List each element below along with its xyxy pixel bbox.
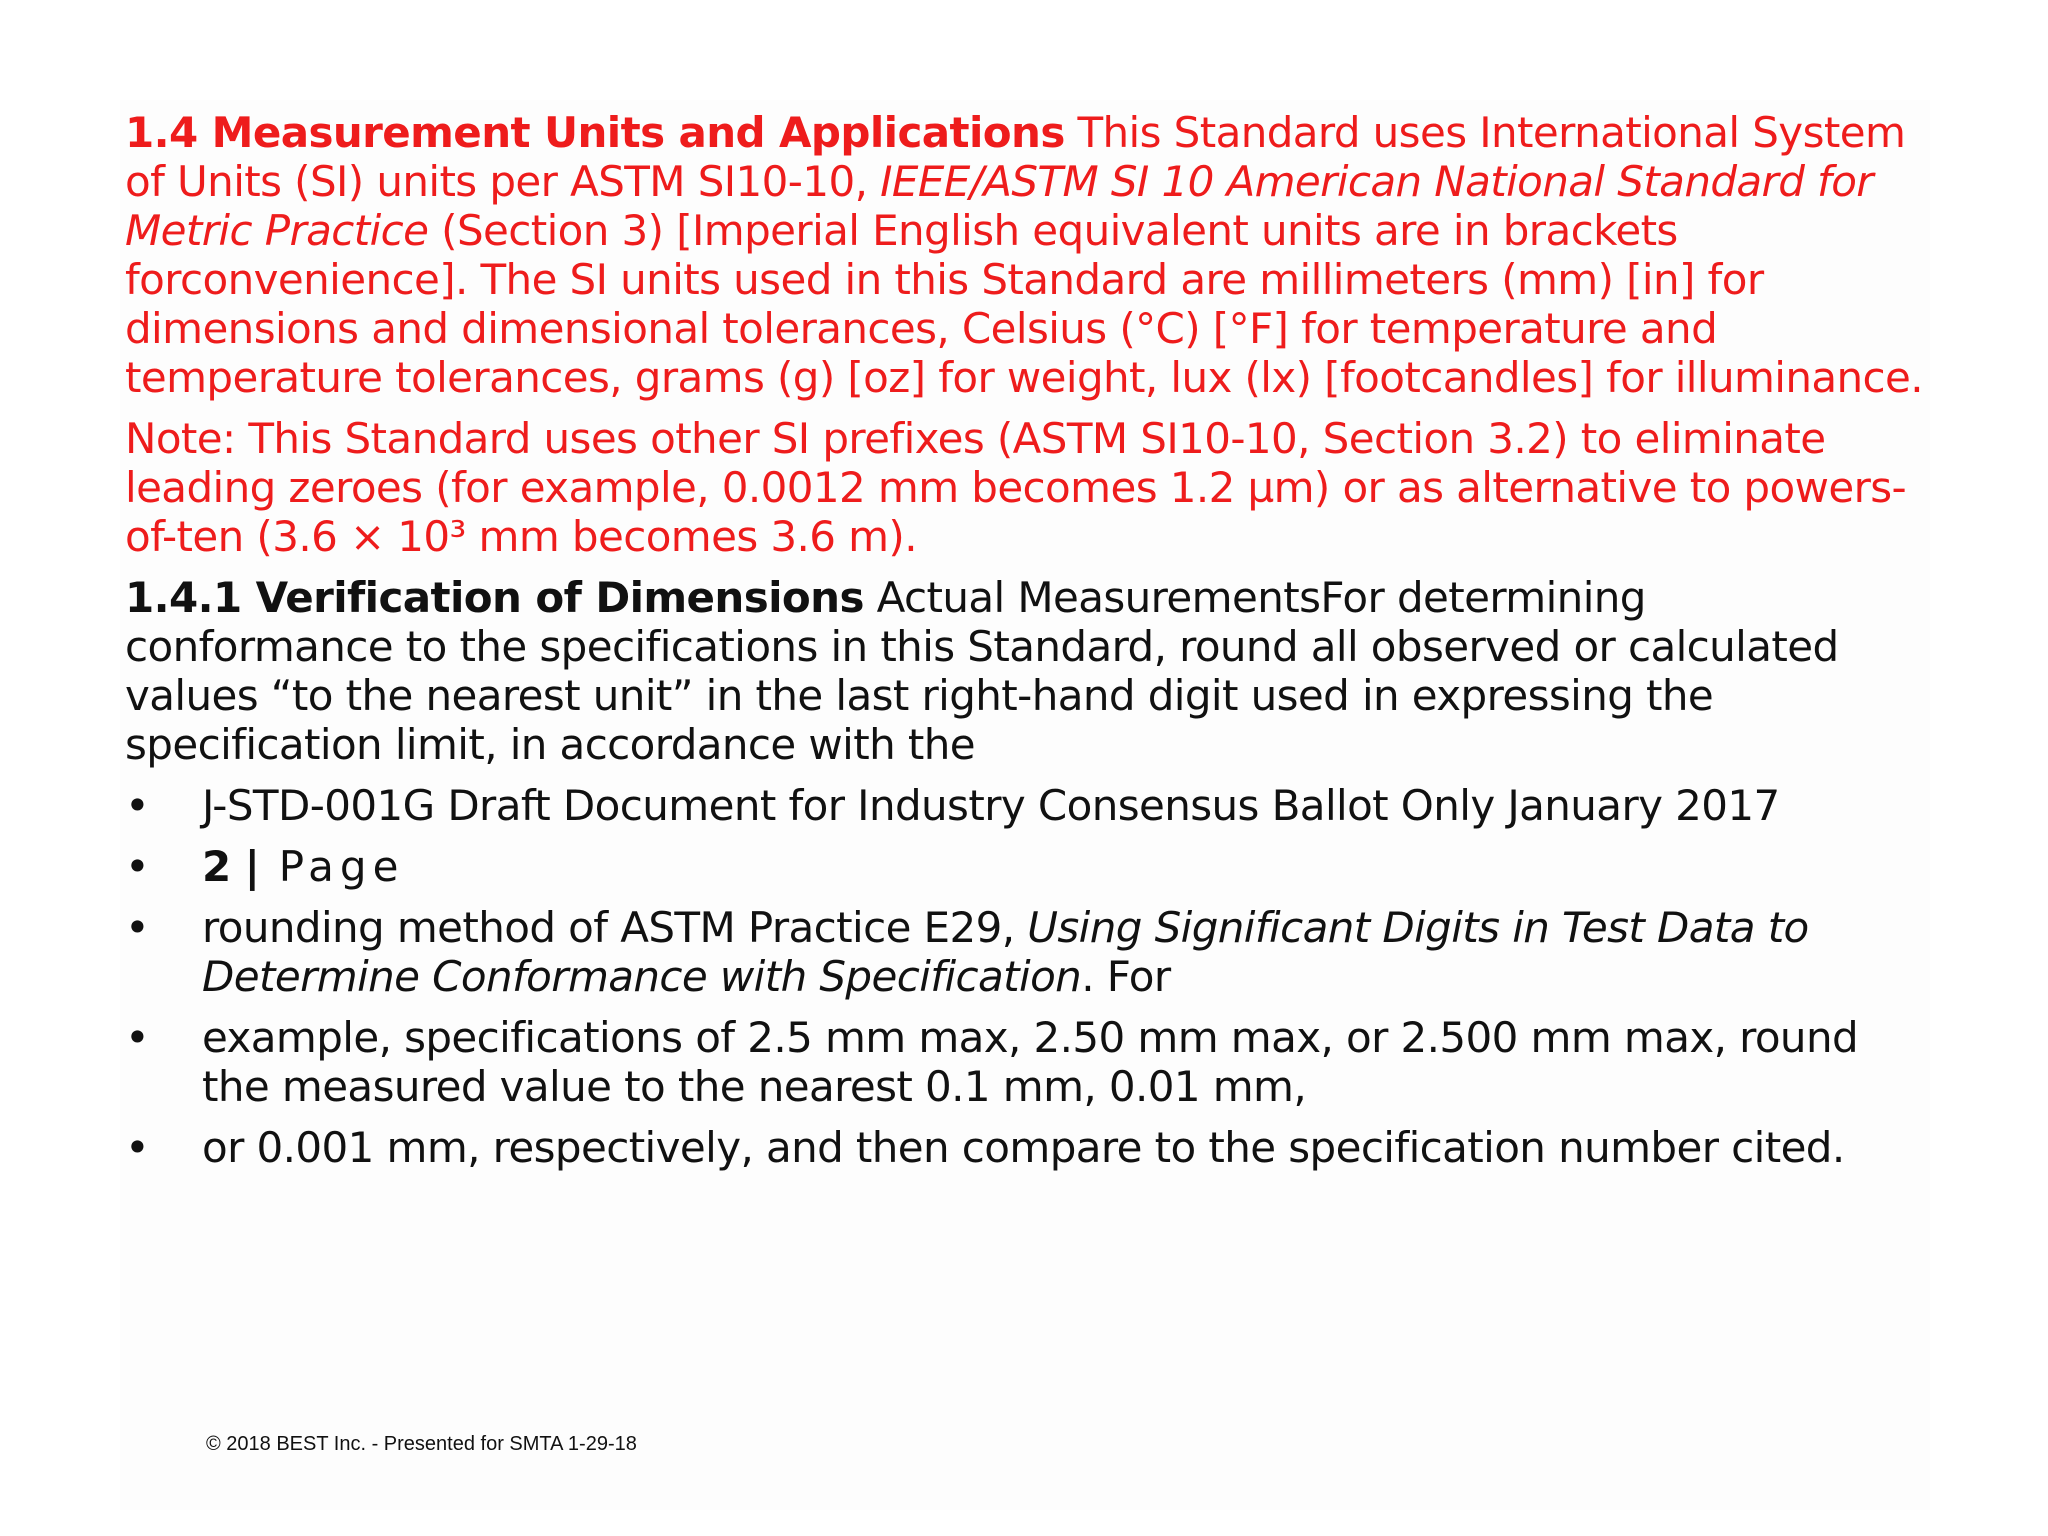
bullet-italic-title: Using Significant Digits in Test Data to Determine Conformance with Specification (202, 903, 1809, 1001)
bullet-icon: • (125, 1123, 150, 1172)
note-paragraph: Note: This Standard uses other SI prefixes (ASTM SI10-10, Section 3.2) to eliminate leading zeroes (for example, 0.0012 mm becomes 1.2 µm) or as alternative to powers-of-ten (3.6 × 10³ mm becomes 3.6 m). (125, 414, 1907, 561)
bullet-text-tail: . For (1081, 952, 1171, 1001)
bullet-text: or 0.001 mm, respectively, and then compare to the specification number cited. (202, 1123, 1845, 1172)
list-item (125, 842, 1925, 891)
bullet-list (125, 781, 1925, 1172)
bullet-icon: • (125, 1013, 150, 1062)
slide-body (125, 108, 1925, 1184)
page-number: 2 | (202, 842, 260, 891)
bullet-icon: • (125, 903, 150, 952)
section-1-4-paragraph (125, 108, 1925, 402)
bullet-text: example, specifications of 2.5 mm max, 2.50 mm max, or 2.500 mm max, round the measured value to the nearest 0.1 mm, 0.01 mm, (202, 1013, 1859, 1111)
bullet-icon: • (125, 781, 150, 830)
list-item (125, 1123, 1925, 1172)
list-item (125, 1013, 1925, 1111)
bullet-icon: • (125, 842, 150, 891)
section-1-4-1-text: Actual MeasurementsFor determining conformance to the specifications in this Standard, round all observed or calculated values “to the nearest unit” in the last right-hand digit used in expressing the specification limit, in accordance with the (125, 573, 1839, 769)
section-1-4-text-a: This Standard uses International System of Units (SI) units per ASTM SI10-10, (125, 108, 1906, 206)
section-1-4-1-heading: 1.4.1 Verification of Dimensions (125, 573, 864, 622)
section-1-4-text-b: (Section 3) [Imperial English equivalent units are in brackets forconvenience]. The SI units used in this Standard are millimeters (mm) [in] for dimensions and dimensional tolerances, Celsius (°C) [°F] for temperature and temperature tolerances, grams (g) [oz] for weight, lux (lx) [footcandles] for illuminance. (125, 206, 1923, 402)
list-item (125, 781, 1925, 830)
page-label: Page (259, 842, 405, 891)
list-item (125, 903, 1925, 1001)
section-1-4-heading: 1.4 Measurement Units and Applications (125, 108, 1065, 157)
section-1-4-italic-title: IEEE/ASTM SI 10 American National Standard for Metric Practice (125, 157, 1873, 255)
bullet-text: rounding method of ASTM Practice E29, (202, 903, 1028, 952)
footer-copyright: © 2018 BEST Inc. - Presented for SMTA 1-29-18 (206, 1433, 637, 1455)
section-1-4-1-paragraph (125, 573, 1925, 769)
bullet-text: J-STD-001G Draft Document for Industry Consensus Ballot Only January 2017 (202, 781, 1780, 830)
